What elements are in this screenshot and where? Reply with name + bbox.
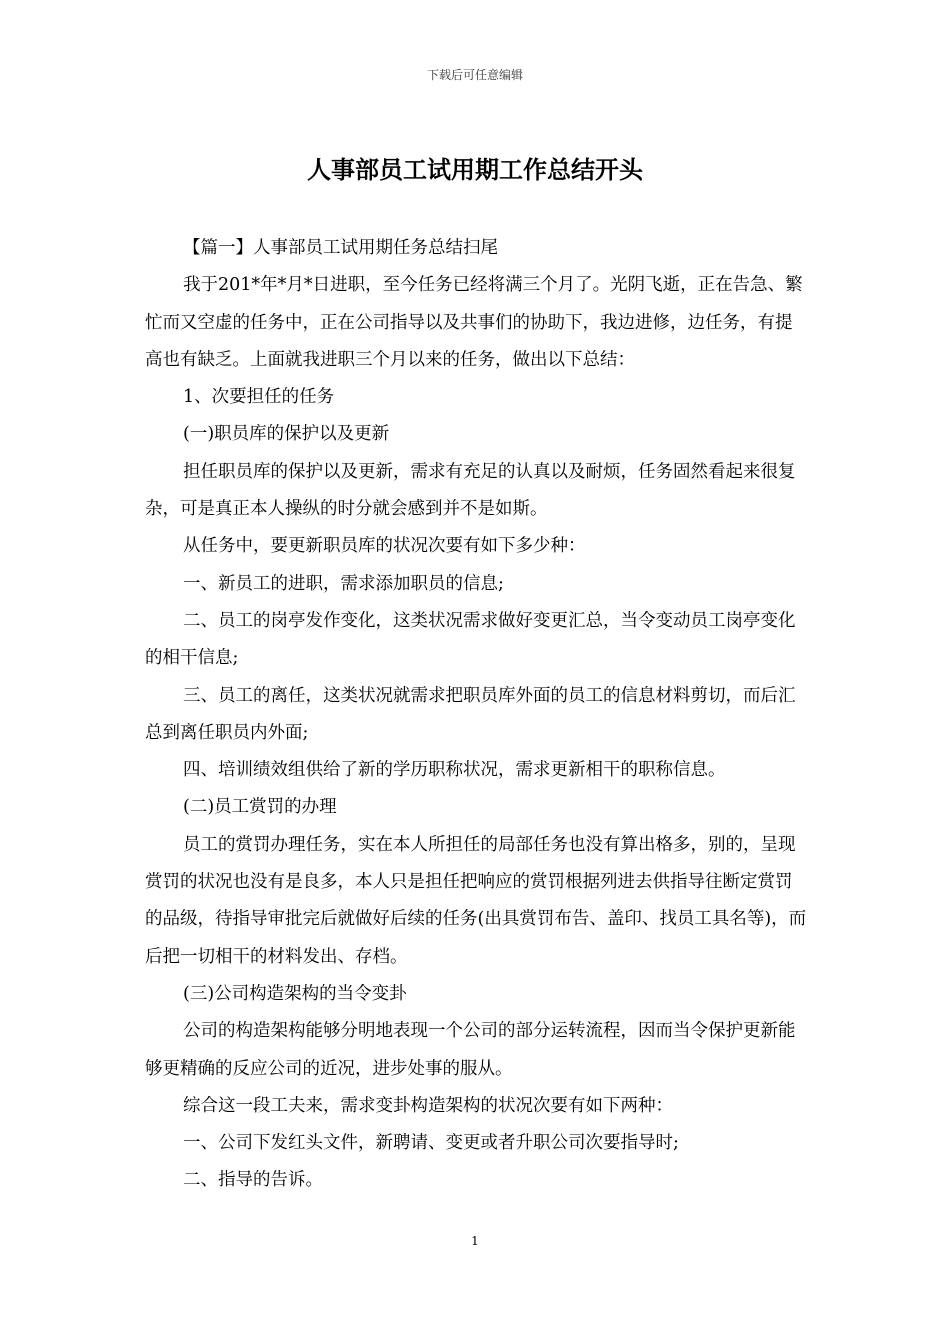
page-number: 1: [471, 1234, 479, 1248]
paragraph: 我于201*年*月*日进职，至今任务已经将满三个月了。光阴飞逝，正在告急、繁忙而又空虚的任务中，正在公司指导以及共事们的协助下，我边进修，边任务，有提高也有缺乏。上面就我进职三个月以来的任务，做出以下总结：: [145, 275, 803, 370]
paragraph: 从任务中，要更新职员库的状况次要有如下多少种：: [183, 536, 586, 557]
paragraph: (二)员工赏罚的办理: [183, 797, 337, 818]
paragraph: 员工的赏罚办理任务，实在本人所担任的局部任务也没有算出格多，别的，呈现赏罚的状况也没有是良多，本人只是担任把响应的赏罚根据列进去供指导往断定赏罚的品级，待指导审批完后就做好后续的任务(出具赏罚布告、盖印、找员工具名等)，而后把一切相干的材料发出、存档。: [145, 834, 807, 967]
paragraph: 【篇一】人事部员工试用期任务总结扫尾: [183, 238, 498, 258]
paragraph: (一)职员库的保护以及更新: [183, 424, 390, 445]
header-note: 下载后可任意编辑: [426, 68, 523, 82]
document-body: [145, 230, 807, 1200]
paragraph: 三、员工的离任，这类状况就需求把职员库外面的员工的信息材料剪切，而后汇总到离任职员内外面;: [145, 685, 796, 743]
paragraph: 1、次要担任的任务: [183, 387, 335, 408]
paragraph: (三)公司构造架构的当令变卦: [183, 983, 407, 1004]
paragraph: 综合这一段工夫来，需求变卦构造架构的状况次要有如下两种：: [183, 1095, 673, 1116]
paragraph: 二、指导的告诉。: [183, 1170, 323, 1191]
paragraph: 公司的构造架构能够分明地表现一个公司的部分运转流程，因而当令保护更新能够更精确的反应公司的近况，进步处事的服从。: [145, 1021, 796, 1079]
document-title: 人事部员工试用期工作总结开头: [307, 155, 643, 184]
paragraph: 一、新员工的进职，需求添加职员的信息;: [183, 573, 504, 594]
paragraph: 一、公司下发红头文件，新聘请、变更或者升职公司次要指导时;: [183, 1133, 679, 1154]
paragraph: 担任职员库的保护以及更新，需求有充足的认真以及耐烦，任务固然看起来很复杂，可是真正本人操纵的时分就会感到并不是如斯。: [145, 461, 796, 520]
paragraph: 二、员工的岗亭发作变化，这类状况需求做好变更汇总，当令变动员工岗亭变化的相干信息;: [145, 610, 796, 669]
paragraph: 四、培训绩效组供给了新的学历职称状况，需求更新相干的职称信息。: [183, 760, 726, 781]
